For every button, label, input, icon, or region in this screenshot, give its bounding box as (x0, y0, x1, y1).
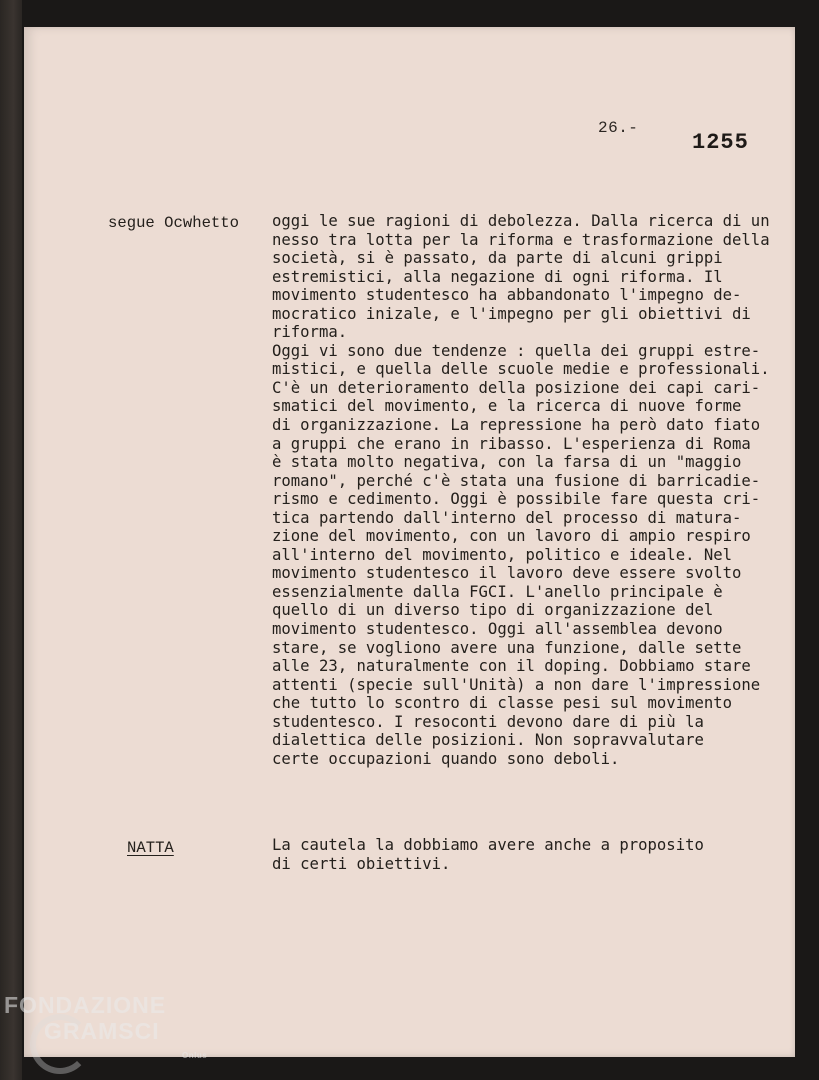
speaker-label-natta: NATTA (127, 839, 174, 857)
text-line: smatici del movimento, e la ricerca di nuove forme (272, 397, 742, 416)
watermark-suffix: Onlus (182, 1051, 208, 1060)
text-line: La cautela la dobbiamo avere anche a proposito (272, 836, 704, 854)
speaker-label-ochetto: segue Ocwhetto (108, 214, 240, 232)
text-line: rismo e cedimento. Oggi è possibile fare questa cri- (272, 490, 761, 509)
text-line: mistici, e quella delle scuole medie e professionali. (272, 360, 770, 379)
text-line: tica partendo dall'interno del processo di matura- (272, 508, 742, 527)
fondazione-gramsci-watermark (4, 992, 208, 1080)
watermark-line2: GRAMSCI (44, 1018, 160, 1044)
watermark-line1: FONDAZIONE (4, 992, 167, 1018)
text-line: società, si è passato, da parte di alcuni grippi (272, 249, 723, 268)
speech-text-natta (272, 836, 792, 873)
document-page (24, 27, 795, 1057)
page-number-small: 26.- (598, 119, 639, 137)
text-line: attenti (specie sull'Unità) a non dare l'impressione (272, 675, 761, 694)
text-line: Oggi vi sono due tendenze : quella dei gruppi estre- (272, 341, 761, 360)
text-line: movimento studentesco ha abbandonato l'impegno de- (272, 286, 742, 305)
text-line: oggi le sue ragioni di debolezza. Dalla ricerca di un (272, 212, 770, 230)
text-line: a gruppi che erano in ribasso. L'esperienza di Roma (272, 434, 751, 453)
text-line: stare, se vogliono avere una funzione, dalle sette (272, 638, 742, 657)
text-line: all'interno del movimento, politico e ideale. Nel (272, 545, 733, 564)
text-line: quello di un diverso tipo di organizzazione del (272, 601, 714, 620)
text-line: è stata molto negativa, con la farsa di un "maggio (272, 453, 742, 472)
text-line: alle 23, naturalmente con il doping. Dobbiamo stare (272, 657, 751, 676)
text-line: C'è un deterioramento della posizione dei capi cari- (272, 378, 761, 397)
text-line: che tutto lo scontro di classe pesi sul movimento (272, 694, 733, 713)
page-number-large: 1255 (692, 130, 749, 155)
text-line: romano", perché c'è stata una fusione di barricadie- (272, 471, 761, 490)
text-line: mocratico inizale, e l'impegno per gli obiettivi di (272, 304, 751, 323)
text-line: nesso tra lotta per la riforma e trasformazione della (272, 230, 770, 249)
binder-edge (0, 0, 22, 1080)
text-line: dialettica delle posizioni. Non sopravvalutare (272, 731, 704, 750)
text-line: certe occupazioni quando sono deboli. (272, 749, 620, 768)
text-line: di organizzazione. La repressione ha però dato fiato (272, 416, 761, 435)
text-line: estremistici, alla negazione di ogni riforma. Il (272, 267, 723, 286)
text-line: di certi obiettivi. (272, 854, 451, 873)
text-line: riforma. (272, 323, 348, 342)
text-line: zione del movimento, con un lavoro di ampio respiro (272, 527, 751, 546)
text-line: movimento studentesco. Oggi all'assemblea devono (272, 620, 723, 639)
speech-text-ochetto (272, 212, 792, 768)
text-line: studentesco. I resoconti devono dare di più la (272, 712, 704, 731)
text-line: movimento studentesco il lavoro deve essere svolto (272, 564, 742, 583)
text-line: essenzialmente dalla FGCI. L'anello principale è (272, 582, 723, 601)
